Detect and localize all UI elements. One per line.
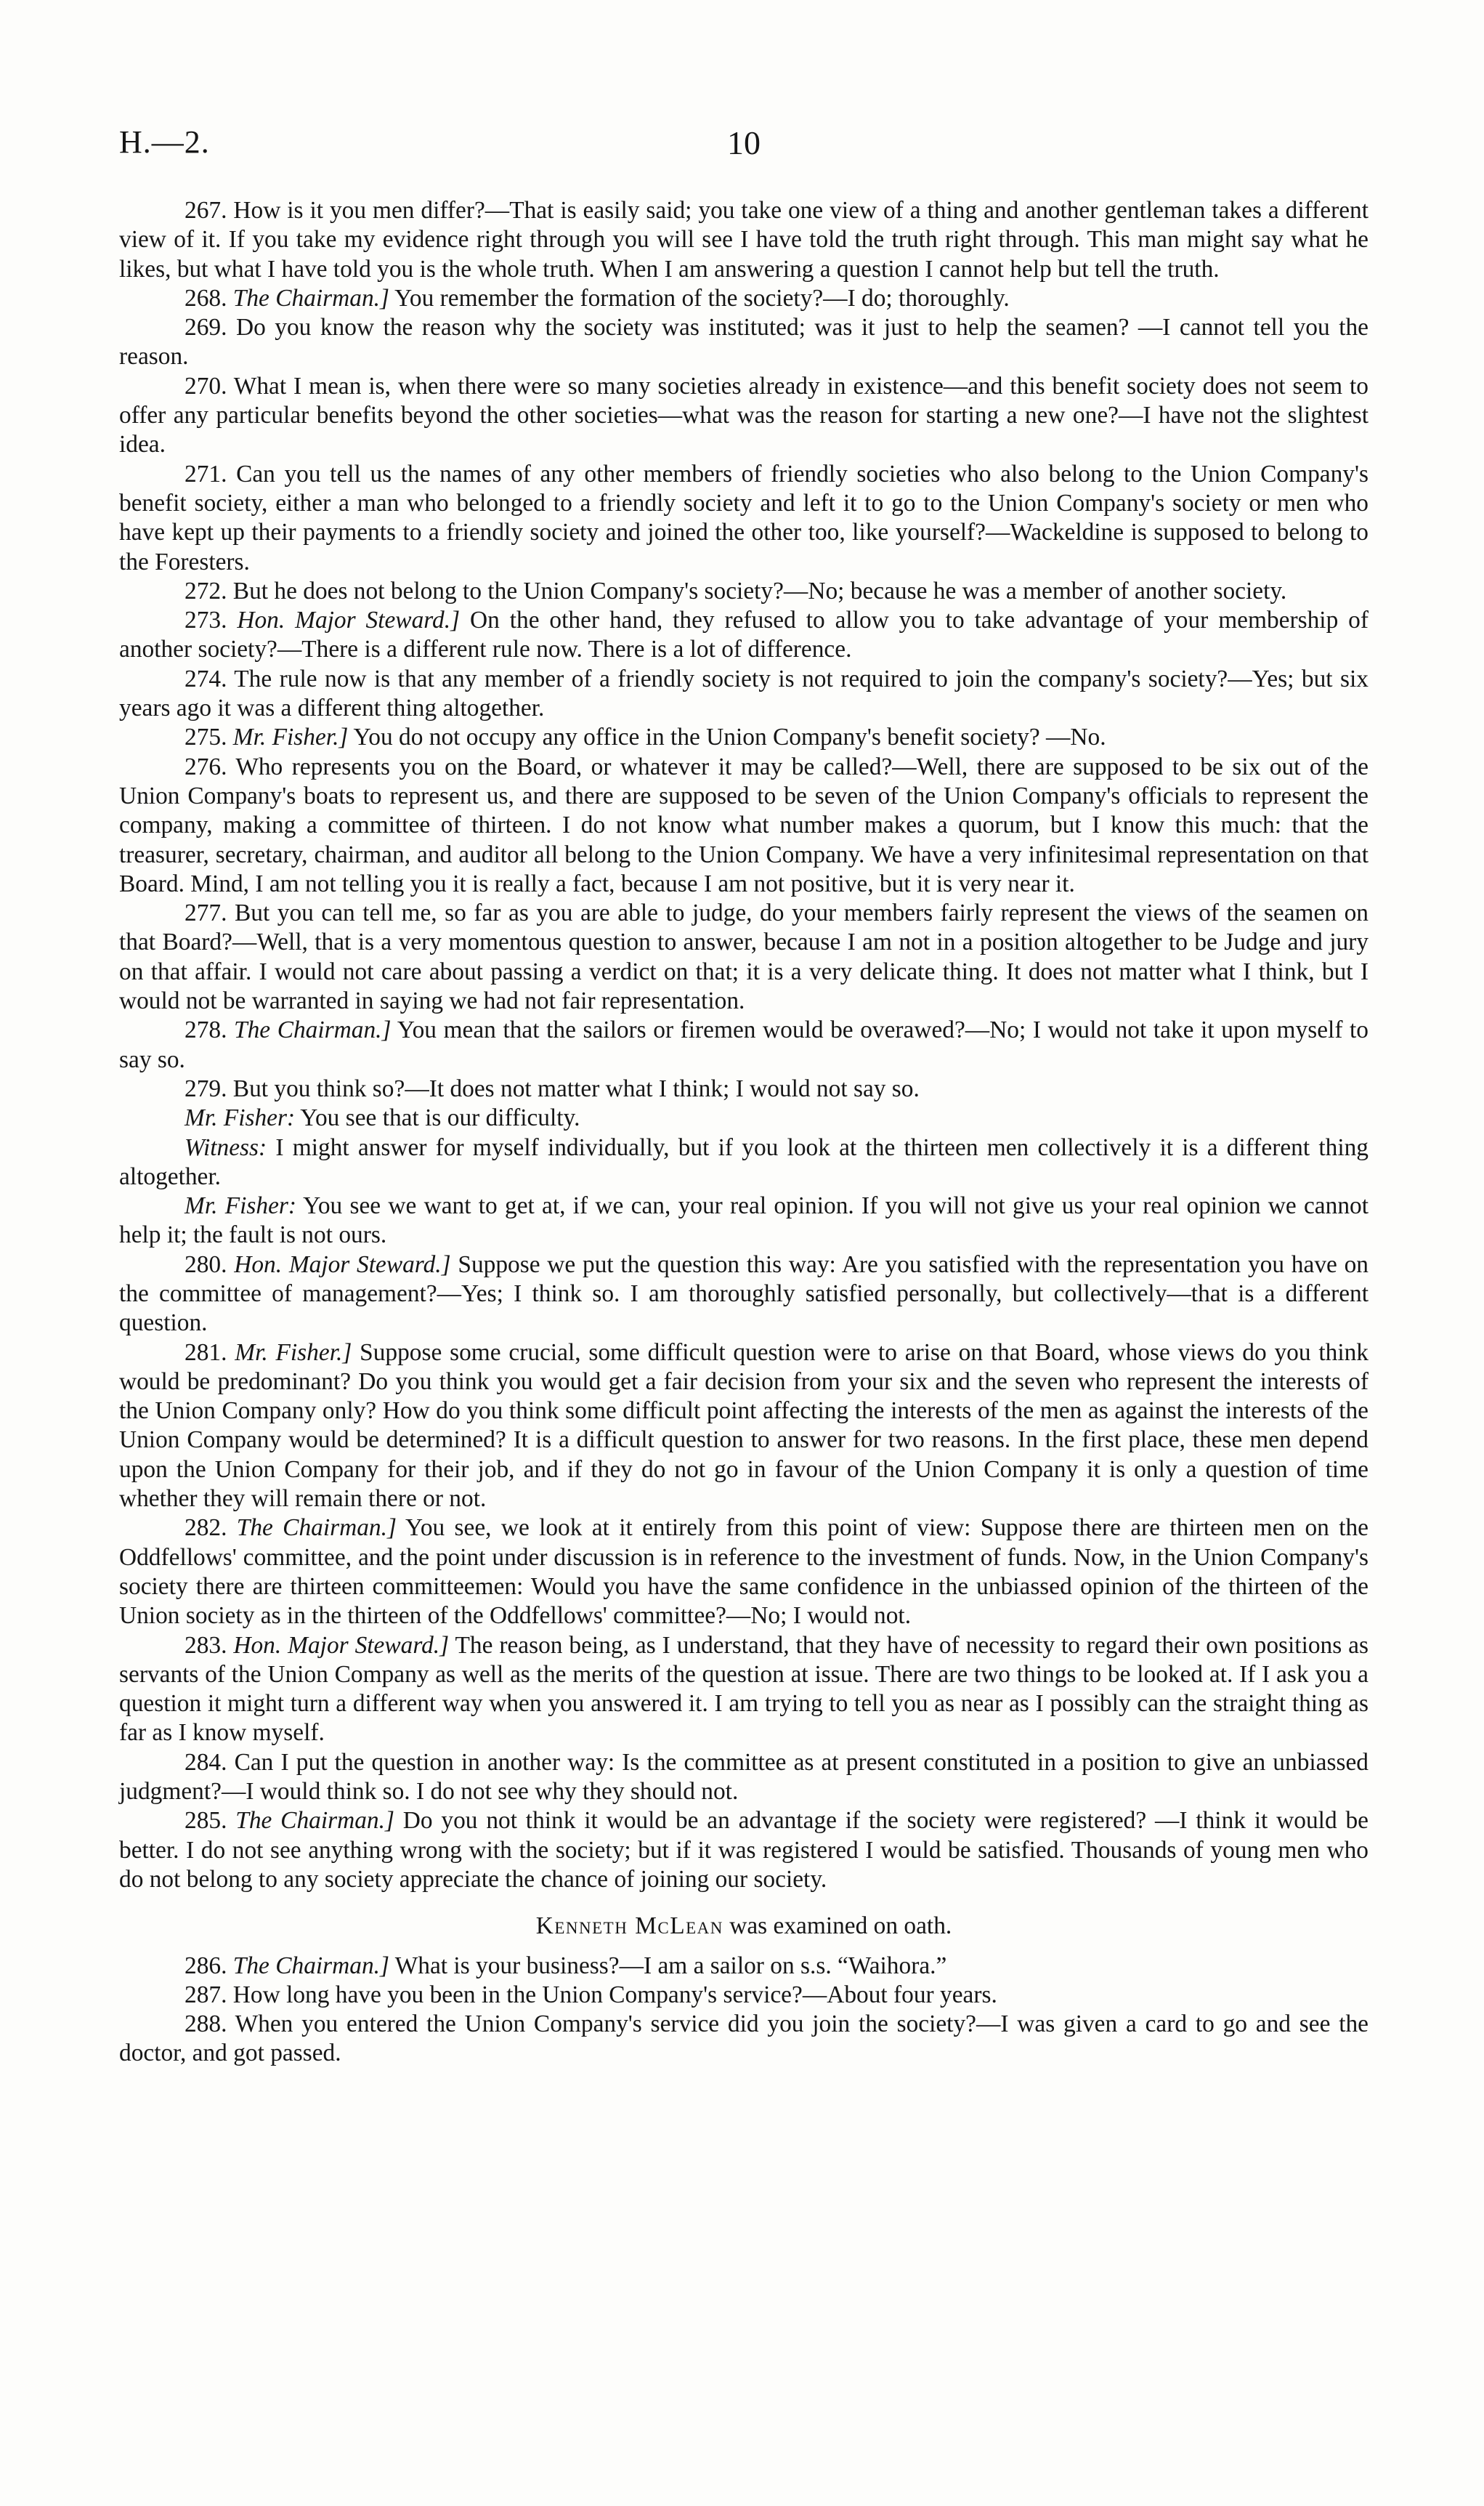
testimony-paragraph — [119, 1250, 1369, 1338]
question-number: 278. — [185, 1016, 227, 1044]
paragraph-text: On the other hand, they refused to allow you to take advantage of your membership of another society?—There is a different rule now. There is a lot of difference. — [119, 607, 1369, 663]
speaker-label: Hon. Major Steward.] — [233, 1631, 450, 1659]
testimony-paragraph — [119, 753, 1369, 899]
testimony-paragraph — [119, 606, 1369, 665]
question-number: 283. — [185, 1631, 227, 1659]
paragraph-text: Suppose we put the question this way: Are you satisfied with the representation you have on the committee of management?—Yes; I think so. I am thoroughly satisfied personally, but collectively—that is a different question. — [119, 1250, 1369, 1337]
question-number: 271. — [185, 460, 227, 488]
speaker-label: Mr. Fisher.] — [232, 724, 349, 751]
testimony-paragraph — [119, 196, 1369, 284]
testimony-paragraph — [119, 1981, 1369, 2010]
question-number: 269. — [185, 314, 227, 341]
testimony-paragraph — [119, 1338, 1369, 1514]
paragraph-text: You see, we look at it entirely from this point of view: Suppose there are thirteen men on the Oddfellows' committee, and the point under discussion is in reference to the investment of funds. Now, in the Union Company's society there are thirteen committeemen: Would you have the same confidence in the unbiassed opinion of the thirteen of the Union society as in the thirteen of the Oddfellows' committee?—No; I would not. — [119, 1514, 1369, 1630]
testimony-paragraph — [119, 284, 1369, 313]
speaker-label: The Chairman.] — [232, 1952, 390, 1979]
testimony-paragraphs — [119, 196, 1369, 1894]
paragraph-text: I might answer for myself individually, but if you look at the thirteen men collectively it is a different thing altogether. — [119, 1133, 1369, 1190]
testimony-paragraph — [119, 313, 1369, 372]
question-number: 267. — [185, 197, 227, 224]
paragraph-text: You see that is our difficulty. — [300, 1104, 580, 1132]
testimony-paragraph — [119, 577, 1369, 606]
question-number: 284. — [185, 1748, 227, 1776]
paragraph-text: Can I put the question in another way: Is the committee as at present constituted in a position to give an unbiassed judgment?—I would think so. I do not see why they should not. — [119, 1748, 1369, 1806]
question-number: 277. — [185, 900, 227, 927]
testimony-paragraph — [119, 372, 1369, 460]
paragraph-text: What I mean is, when there were so many societies already in existence—and this benefit society does not seem to offer any particular benefits beyond the other societies—what was the reason for starting a new one?—I have not the slightest idea. — [119, 372, 1369, 458]
testimony-paragraphs-continued — [119, 1952, 1369, 2069]
question-number: 276. — [185, 753, 227, 780]
question-number: 282. — [185, 1514, 227, 1542]
paragraph-text: The reason being, as I understand, that they have of necessity to regard their own positions as servants of the Union Company as well as the merits of the question at issue. There are two things to be looked at. If I ask you a question it might turn a different way when you answered it. I am trying to tell you as near as I possibly can the straight thing as far as I know myself. — [119, 1631, 1369, 1747]
paragraph-text: Do you know the reason why the society was instituted; was it just to help the seamen? —I cannot tell you the reason. — [119, 314, 1369, 371]
paragraph-text: How long have you been in the Union Company's service?—About four years. — [232, 1981, 997, 2008]
testimony-paragraph — [119, 1806, 1369, 1894]
paragraph-text: You mean that the sailors or firemen would be overawed?—No; I would not take it upon myself to say so. — [119, 1016, 1369, 1073]
testimony-paragraph — [119, 1016, 1369, 1075]
page-number: 10 — [727, 124, 761, 161]
testimony-paragraph — [119, 1192, 1369, 1250]
testimony-paragraph — [119, 1952, 1369, 1981]
question-number: 272. — [185, 577, 227, 605]
question-number: 280. — [185, 1250, 227, 1278]
question-number: 268. — [185, 284, 227, 312]
paragraph-text: Who represents you on the Board, or whatever it may be called?—Well, there are supposed to be six out of the Union Company's boats to represent us, and there are supposed to be seven of the Union Company's officials to represent the company, making a committee of thirteen. I do not know what number makes a quorum, but I know this much: that the treasurer, secretary, chairman, and auditor all belong to the Union Company. We have a very infinitesimal representation on that Board. Mind, I am not telling you it is really a fact, because I am not positive, but it is very near it. — [119, 753, 1369, 897]
paragraph-text: But you think so?—It does not matter what I think; I would not say so. — [232, 1075, 920, 1102]
testimony-paragraph — [119, 665, 1369, 724]
question-number: 286. — [185, 1952, 227, 1979]
question-number: 281. — [185, 1338, 227, 1366]
paragraph-text: When you entered the Union Company's service did you join the society?—I was given a card to go and see the doctor, and got passed. — [119, 2010, 1369, 2067]
speaker-label: Hon. Major Steward.] — [237, 607, 461, 634]
question-number: 270. — [185, 372, 227, 400]
speaker-label: Hon. Major Steward.] — [234, 1250, 451, 1278]
paragraph-text: What is your business?—I am a sailor on s.s. “Waihora.” — [394, 1952, 947, 1979]
speaker-label: Witness: — [185, 1133, 267, 1161]
paragraph-text: Do you not think it would be an advantage if the society were registered? —I think it would be better. I do not see anything wrong with the society; but if it was registered I would be satisfied. Thousands of young men who do not belong to any society appreciate the chance of joining our society. — [119, 1807, 1369, 1893]
speaker-label: The Chairman.] — [236, 1514, 397, 1542]
testimony-paragraph — [119, 899, 1369, 1016]
question-number: 274. — [185, 665, 227, 692]
witness-heading-rest: was examined on oath. — [729, 1912, 952, 1940]
testimony-paragraph — [119, 1075, 1369, 1104]
paragraph-text: But you can tell me, so far as you are able to judge, do your members fairly represent the views of the seamen on that Board?—Well, that is a very momentous question to answer, because I am not in a position altogether to be Judge and jury on that affair. I would not care about passing a verdict on that; it is a very delicate thing. It does not matter what I think, but I would not be warranted in saying we had not fair representation. — [119, 900, 1369, 1015]
testimony-body — [119, 196, 1369, 2069]
paragraph-text: You do not occupy any office in the Union Company's benefit society? —No. — [353, 724, 1106, 751]
paragraph-text: Can you tell us the names of any other members of friendly societies who also belong to the Union Company's benefit society, either a man who belonged to a friendly society and left it to go to the Union Company's society or men who have kept up their payments to a friendly society and joined the other too, like yourself?—Wackeldine is supposed to belong to the Foresters. — [119, 460, 1369, 575]
document-reference: H.—2. — [119, 124, 210, 160]
paragraph-text: You see we want to get at, if we can, your real opinion. If you will not give us your real opinion we cannot help it; the fault is not ours. — [119, 1192, 1369, 1249]
speaker-label: Mr. Fisher.] — [235, 1338, 352, 1366]
question-number: 275. — [185, 724, 227, 751]
testimony-paragraph — [119, 1104, 1369, 1133]
paragraph-text: How is it you men differ?—That is easily said; you take one view of a thing and another gentleman takes a different view of it. If you take my evidence right through you will see I have told the truth right through. This man might say what he likes, but what I have told you is the whole truth. When I am answering a question I cannot help but tell the truth. — [119, 197, 1369, 283]
speaker-label: Mr. Fisher: — [185, 1104, 296, 1132]
testimony-paragraph — [119, 723, 1369, 752]
testimony-paragraph — [119, 1748, 1369, 1807]
testimony-paragraph — [119, 1513, 1369, 1630]
question-number: 287. — [185, 1981, 227, 2008]
paragraph-text: The rule now is that any member of a friendly society is not required to join the company's society?—Yes; but six years ago it was a different thing altogether. — [119, 665, 1369, 722]
testimony-paragraph — [119, 460, 1369, 577]
paragraph-text: You remember the formation of the society?—I do; thoroughly. — [394, 284, 1010, 312]
question-number: 273. — [185, 607, 227, 634]
page-header — [119, 124, 1369, 174]
speaker-label: The Chairman.] — [234, 1016, 392, 1044]
speaker-label: The Chairman.] — [235, 1807, 394, 1835]
witness-name: Kenneth McLean — [535, 1912, 723, 1940]
witness-heading — [119, 1912, 1369, 1941]
testimony-paragraph — [119, 1631, 1369, 1748]
paragraph-text: Suppose some crucial, some difficult question were to arise on that Board, whose views do you think would be predominant? Do you think you would get a fair decision from your six and the seven who represent the interests of the Union Company only? How do you think some difficult point affecting the interests of the men as against the interests of the Union Company would be determined? It is a difficult question to answer for two reasons. In the first place, these men depend upon the Union Company for their job, and if they do not go in favour of the Union Company it is only a question of time whether they will remain there or not. — [119, 1338, 1369, 1513]
question-number: 279. — [185, 1075, 227, 1102]
question-number: 285. — [185, 1807, 227, 1835]
speaker-label: The Chairman.] — [232, 284, 390, 312]
testimony-paragraph — [119, 1133, 1369, 1192]
testimony-paragraph — [119, 2010, 1369, 2069]
question-number: 288. — [185, 2010, 227, 2038]
paragraph-text: But he does not belong to the Union Company's society?—No; because he was a member of another society. — [232, 577, 1287, 605]
speaker-label: Mr. Fisher: — [185, 1192, 297, 1220]
